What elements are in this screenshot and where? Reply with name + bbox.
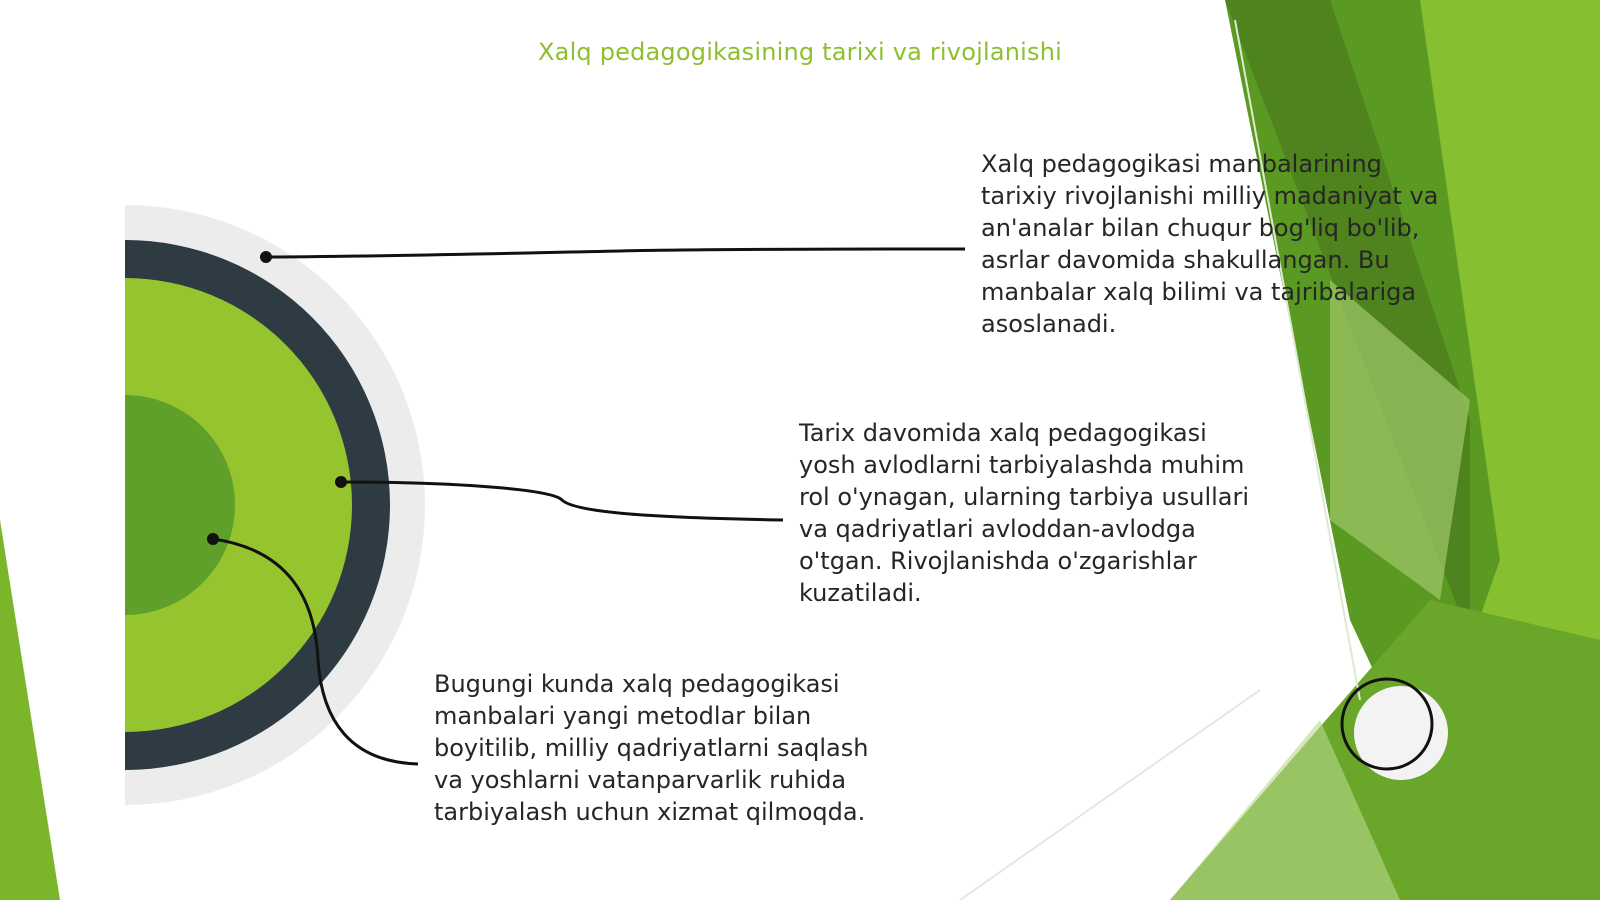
concentric-circles — [0, 205, 425, 805]
connector-line-1 — [266, 249, 965, 257]
green-left-sliver — [0, 520, 60, 900]
slide-title: Xalq pedagogikasining tarixi va rivojlanishi — [538, 38, 1062, 66]
circle-inner — [15, 395, 235, 615]
paragraph-today: Bugungi kunda xalq pedagogikasi manbalari yangi metodlar bilan boyitilib, milliy qadriyatlarni saqlash va yoshlarni vatanparvarlik ruhida tarbiyalash uchun xizmat qilmoqda. — [434, 670, 869, 826]
connector-dot-3 — [207, 533, 219, 545]
paragraph-history-sources: Xalq pedagogikasi manbalarining tarixiy rivojlanishi milliy madaniyat va an'analar bilan chuqur bog'liq bo'lib, asrlar davomida shakullangan. Bu manbalar xalq bilimi va tajribalariga asoslanadi. — [981, 150, 1439, 338]
connector-dot-1 — [260, 251, 272, 263]
connector-dot-2 — [335, 476, 347, 488]
paragraph-upbringing-role: Tarix davomida xalq pedagogikasi yosh avlodlarni tarbiyalashda muhim rol o'ynagan, ularning tarbiya usullari va qadriyatlari avloddan-avlodga o'tgan. Rivojlanishda o'zgarishlar kuzatiladi. — [799, 419, 1250, 607]
